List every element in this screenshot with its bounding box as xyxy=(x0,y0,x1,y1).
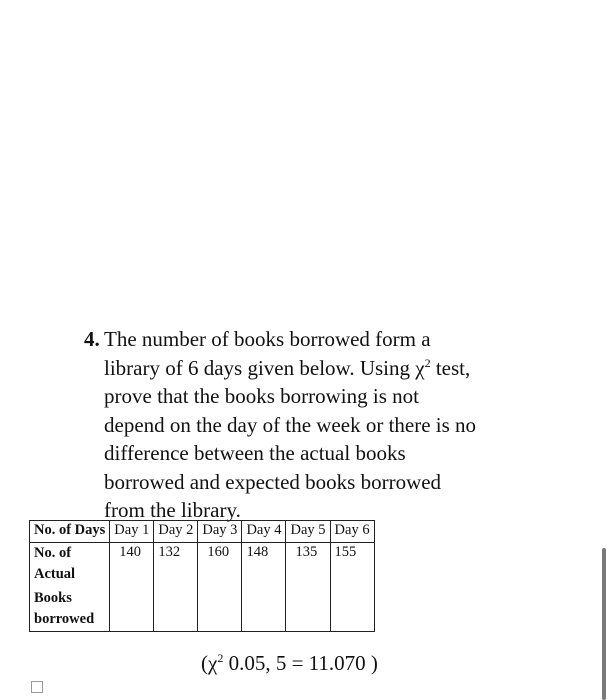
table-header-day: Day 1 xyxy=(110,521,154,543)
table-header-label: No. of Days xyxy=(30,521,110,543)
question-line-2-suffix: test, xyxy=(430,355,471,380)
question-block xyxy=(84,325,544,525)
table-header-day: Day 5 xyxy=(286,521,330,543)
table-header-day: Day 4 xyxy=(242,521,286,543)
checkbox[interactable] xyxy=(31,681,43,693)
chi-square-superscript: 2 xyxy=(424,355,431,370)
question-line-1: The number of books borrowed form a xyxy=(104,327,431,351)
table-row xyxy=(30,543,375,632)
table-header-day: Day 6 xyxy=(330,521,374,543)
critical-value xyxy=(201,651,378,676)
critical-prefix: (χ xyxy=(201,651,218,675)
scrollbar-thumb[interactable] xyxy=(602,548,606,700)
table-cell-value: 135 xyxy=(286,543,330,632)
question-number: 4. xyxy=(84,327,100,351)
row-label-line: Actual xyxy=(34,566,76,582)
row-label-line: borrowed xyxy=(34,611,95,627)
books-table xyxy=(29,520,375,632)
table-row-label xyxy=(30,543,110,632)
question-line-6: borrowed and expected books borrowed xyxy=(104,469,442,494)
row-label-line: Books xyxy=(34,590,72,606)
question-line-7: from the library. xyxy=(104,498,241,522)
question-line-3: prove that the books borrowing is not xyxy=(104,384,419,408)
table-cell-value: 148 xyxy=(242,543,286,632)
table-header-day: Day 2 xyxy=(154,521,198,543)
table-cell-value: 155 xyxy=(330,543,374,632)
table-cell-value: 132 xyxy=(154,543,198,632)
table-header-row xyxy=(30,521,375,543)
critical-superscript: 2 xyxy=(217,651,224,665)
question-text xyxy=(104,325,544,525)
row-label-line: No. of xyxy=(34,545,72,561)
question-line-5: difference between the actual books xyxy=(104,441,406,465)
table-cell-value: 160 xyxy=(198,543,242,632)
critical-rest: 0.05, 5 = 11.070 ) xyxy=(223,651,378,675)
table-header-day: Day 3 xyxy=(198,521,242,543)
question-line-2-main: library of 6 days given below. Using χ xyxy=(104,355,425,380)
table-cell-value: 140 xyxy=(110,543,154,632)
question-line-4: depend on the day of the week or there is no xyxy=(104,412,477,437)
question-line-2 xyxy=(104,354,544,383)
